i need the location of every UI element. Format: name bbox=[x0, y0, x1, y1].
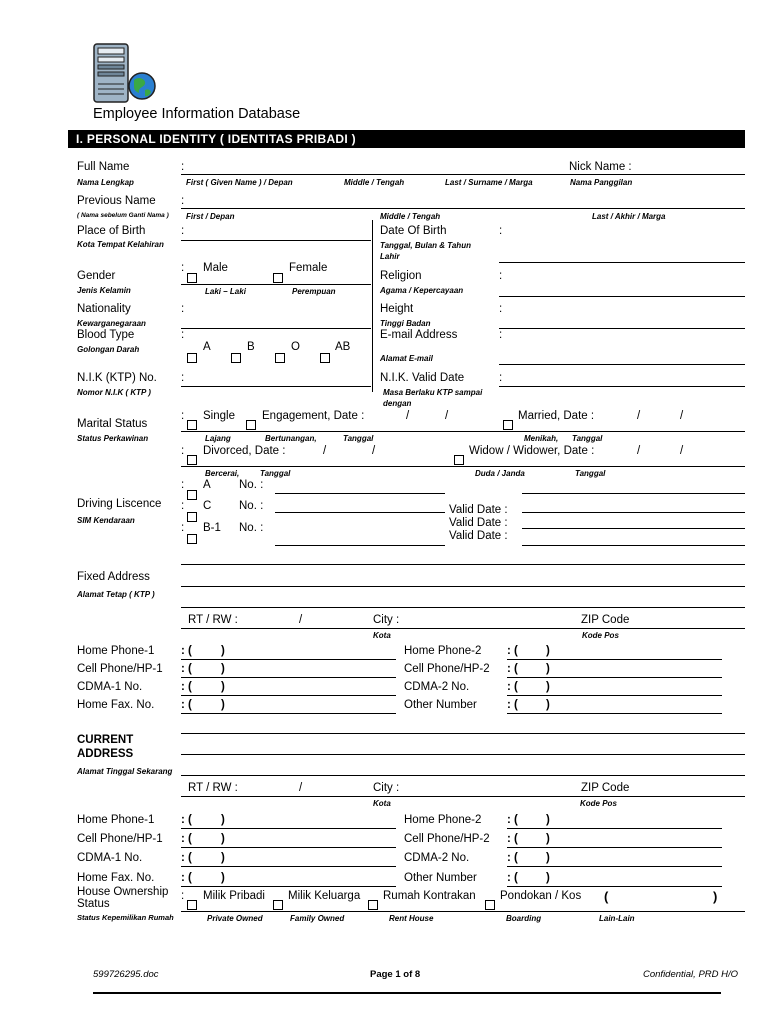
cell-phone-2-label: Cell Phone/HP-2 bbox=[404, 833, 490, 845]
home-phone-1-label: Home Phone-1 bbox=[77, 814, 155, 826]
other-open-paren: ( bbox=[604, 889, 609, 904]
footer-rule bbox=[93, 992, 721, 994]
current-city-line[interactable] bbox=[181, 796, 745, 797]
date-slash: / bbox=[445, 410, 449, 422]
blood-type-label: Blood Type bbox=[77, 329, 135, 341]
pondokan-checkbox[interactable] bbox=[485, 900, 495, 910]
blood-o-checkbox[interactable] bbox=[275, 353, 285, 363]
date-of-birth-sub: Tanggal, Bulan & Tahun bbox=[380, 241, 471, 250]
milik-pribadi-label: Milik Pribadi bbox=[203, 890, 265, 902]
full-name-sub: Nama Lengkap bbox=[77, 178, 134, 187]
phone-prefix: : ( bbox=[507, 814, 518, 826]
home-fax-label: Home Fax. No. bbox=[77, 699, 155, 711]
footer-filename: 599726295.doc bbox=[93, 969, 159, 980]
cell-phone-1-line[interactable] bbox=[181, 847, 396, 848]
home-phone-1-line[interactable] bbox=[181, 828, 396, 829]
milik-keluarga-checkbox[interactable] bbox=[273, 900, 283, 910]
phone-prefix: : ( bbox=[181, 852, 192, 864]
full-name-label: Full Name bbox=[77, 161, 130, 173]
sim-a-checkbox[interactable] bbox=[187, 490, 197, 500]
fixed-address-label: Fixed Address bbox=[77, 571, 150, 583]
full-name-line[interactable] bbox=[181, 174, 745, 175]
sim-valid-line-3[interactable] bbox=[522, 545, 745, 546]
phone-close: ) bbox=[221, 663, 225, 675]
other-number-line[interactable] bbox=[507, 713, 722, 714]
valid-date-label: Valid Date : bbox=[449, 517, 508, 529]
blood-type-sub: Golongan Darah bbox=[77, 345, 140, 354]
gender-sub: Jenis Kelamin bbox=[77, 286, 131, 295]
current-address-sub: Alamat Tinggal Sekarang bbox=[77, 767, 173, 776]
blood-a-label: A bbox=[203, 341, 211, 353]
fixed-address-line-3[interactable] bbox=[181, 607, 745, 608]
nick-name-label: Nick Name : bbox=[569, 161, 632, 173]
phone-close: ) bbox=[221, 699, 225, 711]
phone-close: ) bbox=[221, 852, 225, 864]
section-title: I. PERSONAL IDENTITY ( IDENTITAS PRIBADI ) bbox=[76, 132, 356, 146]
divorced-sub2: Tanggal bbox=[260, 469, 291, 478]
home-phone-2-label: Home Phone-2 bbox=[404, 645, 482, 657]
sim-valid-line-2[interactable] bbox=[522, 528, 745, 529]
zip-label: ZIP Code bbox=[581, 614, 630, 626]
sim-b1-checkbox[interactable] bbox=[187, 534, 197, 544]
home-phone-2-label: Home Phone-2 bbox=[404, 814, 482, 826]
phone-prefix: : ( bbox=[181, 699, 192, 711]
other-number-label: Other Number bbox=[404, 872, 477, 884]
phone-close: ) bbox=[221, 872, 225, 884]
house-ownership-label-2: Status bbox=[77, 898, 110, 910]
sim-b1-no-line[interactable] bbox=[275, 545, 445, 546]
home-phone-2-line[interactable] bbox=[507, 659, 722, 660]
kota-sub: Kota bbox=[373, 799, 391, 808]
home-phone-1-line[interactable] bbox=[181, 659, 396, 660]
pondokan-label: Pondokan / Kos bbox=[500, 890, 582, 902]
colon: : bbox=[499, 303, 503, 315]
fixed-address-line-2[interactable] bbox=[181, 586, 745, 587]
place-of-birth-label: Place of Birth bbox=[77, 225, 146, 237]
driving-license-sub: SIM Kendaraan bbox=[77, 516, 135, 525]
boarding-sub: Boarding bbox=[506, 914, 542, 923]
colon: : bbox=[181, 522, 185, 534]
phone-prefix: : ( bbox=[507, 833, 518, 845]
sim-a-label: A bbox=[203, 479, 211, 491]
gender-line bbox=[181, 284, 371, 285]
male-sub: Laki – Laki bbox=[205, 287, 246, 296]
phone-close: ) bbox=[546, 852, 550, 864]
milik-keluarga-label: Milik Keluarga bbox=[288, 890, 361, 902]
religion-line[interactable] bbox=[499, 296, 745, 297]
home-fax-line[interactable] bbox=[181, 886, 396, 887]
nik-valid-label: N.I.K. Valid Date bbox=[380, 372, 465, 384]
nik-valid-line[interactable] bbox=[499, 386, 745, 387]
phone-prefix: : ( bbox=[507, 681, 518, 693]
city-label: City : bbox=[373, 782, 400, 794]
rent-house-sub: Rent House bbox=[389, 914, 434, 923]
phone-prefix: : ( bbox=[181, 681, 192, 693]
engagement-sub: Bertunangan, bbox=[265, 434, 317, 443]
phone-close: ) bbox=[546, 645, 550, 657]
nationality-label: Nationality bbox=[77, 303, 131, 315]
first-name-sub: First ( Given Name ) / Depan bbox=[186, 178, 293, 187]
current-address-label: CURRENT bbox=[77, 734, 134, 746]
date-slash: / bbox=[372, 445, 376, 457]
other-close-paren: ) bbox=[713, 889, 718, 904]
rumah-kontrakan-checkbox[interactable] bbox=[368, 900, 378, 910]
female-label: Female bbox=[289, 262, 328, 274]
home-fax-line[interactable] bbox=[181, 713, 396, 714]
blood-b-checkbox[interactable] bbox=[231, 353, 241, 363]
prev-first-sub: First / Depan bbox=[186, 212, 235, 221]
blood-b-label: B bbox=[247, 341, 255, 353]
single-checkbox[interactable] bbox=[187, 420, 197, 430]
date-slash: / bbox=[680, 445, 684, 457]
prev-middle-sub: Middle / Tengah bbox=[380, 212, 441, 221]
colon: : bbox=[499, 372, 503, 384]
sim-a-no-label: No. : bbox=[239, 479, 264, 491]
footer-confidential: Confidential, PRD H/O bbox=[643, 969, 739, 980]
phone-prefix: : ( bbox=[507, 663, 518, 675]
computer-globe-icon bbox=[90, 42, 160, 106]
phone-close: ) bbox=[546, 814, 550, 826]
gender-label: Gender bbox=[77, 270, 116, 282]
cell-phone-2-label: Cell Phone/HP-2 bbox=[404, 663, 490, 675]
sim-a-no-line[interactable] bbox=[275, 493, 445, 494]
rumah-kontrakan-label: Rumah Kontrakan bbox=[383, 890, 476, 902]
cdma-1-line[interactable] bbox=[181, 695, 396, 696]
cdma-2-label: CDMA-2 No. bbox=[404, 681, 470, 693]
fixed-address-line-1[interactable] bbox=[181, 564, 745, 565]
male-label: Male bbox=[203, 262, 228, 274]
driving-license-label: Driving Liscence bbox=[77, 498, 162, 510]
nik-line[interactable] bbox=[181, 386, 371, 387]
divorced-checkbox[interactable] bbox=[187, 455, 197, 465]
colon: : bbox=[181, 372, 185, 384]
house-ownership-label: House Ownership bbox=[77, 886, 169, 898]
phone-close: ) bbox=[546, 833, 550, 845]
cdma-1-line[interactable] bbox=[181, 866, 396, 867]
marital-status-label: Marital Status bbox=[77, 418, 148, 430]
nick-name-sub: Nama Panggilan bbox=[570, 178, 633, 187]
engagement-checkbox[interactable] bbox=[246, 420, 256, 430]
blood-o-label: O bbox=[291, 341, 300, 353]
rt-rw-label: RT / RW : bbox=[188, 782, 238, 794]
rt-rw-slash: / bbox=[299, 782, 303, 794]
female-checkbox[interactable] bbox=[273, 273, 283, 283]
widow-checkbox[interactable] bbox=[454, 455, 464, 465]
date-slash: / bbox=[680, 410, 684, 422]
blood-a-checkbox[interactable] bbox=[187, 353, 197, 363]
family-owned-sub: Family Owned bbox=[290, 914, 345, 923]
kode-pos-sub: Kode Pos bbox=[580, 799, 617, 808]
phone-prefix: : ( bbox=[181, 663, 192, 675]
date-slash: / bbox=[406, 410, 410, 422]
kode-pos-sub: Kode Pos bbox=[582, 631, 619, 640]
zip-label: ZIP Code bbox=[581, 782, 630, 794]
middle-name-sub: Middle / Tengah bbox=[344, 178, 405, 187]
cell-phone-2-line[interactable] bbox=[507, 677, 722, 678]
colon: : bbox=[181, 329, 185, 341]
milik-pribadi-checkbox[interactable] bbox=[187, 900, 197, 910]
prev-last-sub: Last / Akhir / Marga bbox=[592, 212, 666, 221]
phone-prefix: : ( bbox=[181, 833, 192, 845]
colon: : bbox=[181, 303, 185, 315]
column-divider bbox=[372, 220, 373, 392]
colon: : bbox=[499, 329, 503, 341]
nationality-sub: Kewarganegaraan bbox=[77, 319, 146, 328]
current-address-line-2[interactable] bbox=[181, 754, 745, 755]
marital-line-1 bbox=[181, 431, 745, 432]
male-checkbox[interactable] bbox=[187, 273, 197, 283]
phone-close: ) bbox=[546, 681, 550, 693]
previous-name-line[interactable] bbox=[181, 208, 745, 209]
valid-date-label: Valid Date : bbox=[449, 504, 508, 516]
cell-phone-1-line[interactable] bbox=[181, 677, 396, 678]
previous-name-label: Previous Name bbox=[77, 195, 156, 207]
home-fax-label: Home Fax. No. bbox=[77, 872, 155, 884]
sim-b1-label: B-1 bbox=[203, 522, 221, 534]
phone-close: ) bbox=[546, 872, 550, 884]
cdma-2-label: CDMA-2 No. bbox=[404, 852, 470, 864]
colon: : bbox=[499, 270, 503, 282]
other-number-label: Other Number bbox=[404, 699, 477, 711]
divorced-label: Divorced, Date : bbox=[203, 445, 286, 457]
valid-date-label: Valid Date : bbox=[449, 530, 508, 542]
phone-close: ) bbox=[221, 814, 225, 826]
date-of-birth-label: Date Of Birth bbox=[380, 225, 447, 237]
rt-rw-label: RT / RW : bbox=[188, 614, 238, 626]
phone-close: ) bbox=[546, 699, 550, 711]
place-of-birth-line[interactable] bbox=[181, 240, 371, 241]
rt-rw-slash: / bbox=[299, 614, 303, 626]
date-slash: / bbox=[637, 445, 641, 457]
phone-close: ) bbox=[221, 681, 225, 693]
nik-sub: Nomor N.I.K ( KTP ) bbox=[77, 388, 151, 397]
phone-prefix: : ( bbox=[507, 645, 518, 657]
sim-extra-line[interactable] bbox=[522, 493, 745, 494]
sim-c-no-line[interactable] bbox=[275, 512, 445, 513]
sim-c-label: C bbox=[203, 500, 212, 512]
nik-valid-sub2: dengan bbox=[383, 399, 412, 408]
email-sub: Alamat E-mail bbox=[380, 354, 433, 363]
phone-prefix: : ( bbox=[507, 872, 518, 884]
engagement-sub2: Tanggal bbox=[343, 434, 374, 443]
marital-line-2 bbox=[181, 466, 745, 467]
date-of-birth-line[interactable] bbox=[499, 262, 745, 263]
widow-sub2: Tanggal bbox=[575, 469, 606, 478]
height-label: Height bbox=[380, 303, 414, 315]
phone-prefix: : ( bbox=[181, 645, 192, 657]
date-slash: / bbox=[323, 445, 327, 457]
colon: : bbox=[181, 161, 185, 173]
married-sub: Menikah, bbox=[524, 434, 559, 443]
religion-label: Religion bbox=[380, 270, 422, 282]
house-ownership-line[interactable] bbox=[181, 911, 745, 912]
current-address-line-1[interactable] bbox=[181, 733, 745, 734]
cdma-1-label: CDMA-1 No. bbox=[77, 681, 143, 693]
phone-prefix: : ( bbox=[507, 699, 518, 711]
date-of-birth-sub2: Lahir bbox=[380, 252, 400, 261]
private-owned-sub: Private Owned bbox=[207, 914, 263, 923]
kota-sub: Kota bbox=[373, 631, 391, 640]
blood-ab-label: AB bbox=[335, 341, 351, 353]
home-phone-1-label: Home Phone-1 bbox=[77, 645, 155, 657]
cell-phone-2-line[interactable] bbox=[507, 847, 722, 848]
colon: : bbox=[181, 410, 185, 422]
height-line[interactable] bbox=[499, 328, 745, 329]
cell-phone-1-label: Cell Phone/HP-1 bbox=[77, 663, 163, 675]
document-title: Employee Information Database bbox=[93, 106, 301, 122]
married-sub2: Tanggal bbox=[572, 434, 603, 443]
marital-status-sub: Status Perkawinan bbox=[77, 434, 149, 443]
colon: : bbox=[181, 445, 185, 457]
other-number-line[interactable] bbox=[507, 886, 722, 887]
married-checkbox[interactable] bbox=[503, 420, 513, 430]
colon: : bbox=[181, 479, 185, 491]
phone-close: ) bbox=[546, 663, 550, 675]
email-label: E-mail Address bbox=[380, 329, 458, 341]
nik-valid-sub: Masa Berlaku KTP sampai bbox=[383, 388, 483, 397]
phone-prefix: : ( bbox=[507, 852, 518, 864]
city-label: City : bbox=[373, 614, 400, 626]
cdma-2-line[interactable] bbox=[507, 695, 722, 696]
colon: : bbox=[181, 500, 185, 512]
house-ownership-sub: Status Kepemilikan Rumah bbox=[77, 913, 174, 922]
place-of-birth-sub: Kota Tempat Kelahiran bbox=[77, 240, 164, 249]
last-name-sub: Last / Surname / Marga bbox=[445, 178, 533, 187]
phone-prefix: : ( bbox=[181, 872, 192, 884]
phone-prefix: : ( bbox=[181, 814, 192, 826]
current-address-label-2: ADDRESS bbox=[77, 748, 134, 760]
current-address-line-3[interactable] bbox=[181, 775, 745, 776]
footer-page: Page 1 of 8 bbox=[370, 969, 421, 980]
colon: : bbox=[181, 262, 185, 274]
colon: : bbox=[181, 225, 185, 237]
sim-b1-no-label: No. : bbox=[239, 522, 264, 534]
cdma-2-line[interactable] bbox=[507, 866, 722, 867]
email-line[interactable] bbox=[499, 364, 745, 365]
previous-name-sub: ( Nama sebelum Ganti Nama ) bbox=[77, 212, 169, 219]
widow-sub: Duda / Janda bbox=[475, 469, 525, 478]
section-header bbox=[68, 130, 745, 148]
nik-label: N.I.K (KTP) No. bbox=[77, 372, 157, 384]
phone-close: ) bbox=[221, 645, 225, 657]
religion-sub: Agama / Kepercayaan bbox=[380, 286, 464, 295]
cell-phone-1-label: Cell Phone/HP-1 bbox=[77, 833, 163, 845]
colon: : bbox=[181, 890, 185, 902]
home-phone-2-line[interactable] bbox=[507, 828, 722, 829]
sim-valid-line-1[interactable] bbox=[522, 512, 745, 513]
phone-close: ) bbox=[221, 833, 225, 845]
fixed-city-line[interactable] bbox=[181, 628, 745, 629]
engagement-label: Engagement, Date : bbox=[262, 410, 365, 422]
single-label: Single bbox=[203, 410, 235, 422]
female-sub: Perempuan bbox=[292, 287, 336, 296]
fixed-address-sub: Alamat Tetap ( KTP ) bbox=[77, 590, 155, 599]
blood-ab-checkbox[interactable] bbox=[320, 353, 330, 363]
divorced-sub: Bercerai, bbox=[205, 469, 240, 478]
lain-lain-sub: Lain-Lain bbox=[599, 914, 635, 923]
height-sub: Tinggi Badan bbox=[380, 319, 431, 328]
sim-c-checkbox[interactable] bbox=[187, 512, 197, 522]
colon: : bbox=[499, 225, 503, 237]
sim-c-no-label: No. : bbox=[239, 500, 264, 512]
nationality-line[interactable] bbox=[181, 328, 371, 329]
cdma-1-label: CDMA-1 No. bbox=[77, 852, 143, 864]
date-slash: / bbox=[637, 410, 641, 422]
single-sub: Lajang bbox=[205, 434, 231, 443]
widow-label: Widow / Widower, Date : bbox=[469, 445, 595, 457]
married-label: Married, Date : bbox=[518, 410, 595, 422]
colon: : bbox=[181, 195, 185, 207]
